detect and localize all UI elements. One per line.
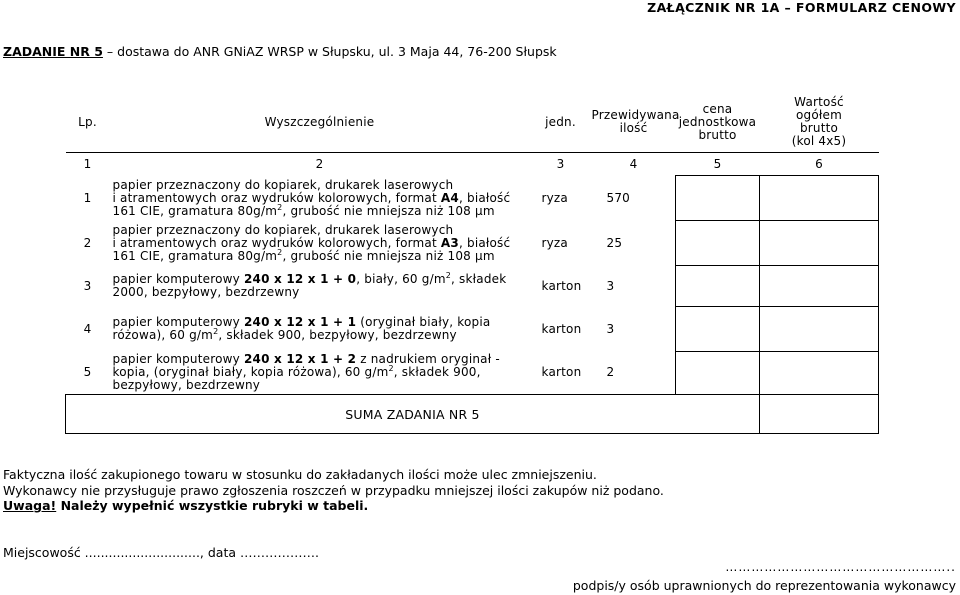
row-description — [110, 221, 530, 266]
header-description: Wyszczególnienie — [264, 114, 375, 129]
header-quantity-line2: ilość — [619, 121, 648, 135]
desc-superscript: 2 — [277, 247, 283, 257]
desc-superscript: 2 — [388, 364, 394, 374]
desc-format: 240 x 12 x 1 + 1 — [243, 315, 357, 329]
header-price-line2: jednostkowa — [678, 114, 757, 129]
header-value-line4: (kol 4x5) — [791, 134, 847, 148]
desc-line: , składek 900, bezpyłowy, bezdrzewny — [218, 328, 457, 342]
desc-line: papier przeznaczony do kopiarek, drukarek laserowych — [112, 177, 454, 192]
desc-line: papier komputerowy — [112, 272, 244, 286]
place-date-line[interactable]: Miejscowość ............................., data ………………. — [3, 545, 319, 560]
total-value-cell[interactable] — [760, 307, 879, 352]
desc-line: papier komputerowy — [112, 315, 244, 329]
row-lp: 4 — [83, 321, 92, 336]
desc-line: , biały, 60 g/m — [356, 272, 446, 286]
task-number: ZADANIE NR 5 — [3, 44, 103, 59]
row-description — [110, 176, 530, 221]
col-number: 3 — [530, 153, 592, 176]
table-row — [66, 176, 879, 221]
task-description: – dostawa do ANR GNiAZ WRSP w Słupsku, ul. 3 Maja 44, 76-200 Słupsk — [102, 44, 557, 59]
unit-price-cell[interactable] — [676, 221, 760, 266]
col-number: 2 — [110, 153, 530, 176]
header-row — [66, 92, 879, 153]
desc-line: (oryginał biały, kopia — [356, 315, 491, 329]
unit-price-cell[interactable] — [676, 352, 760, 395]
warning-text: Należy wypełnić wszystkie rubryki w tabeli. — [56, 498, 369, 513]
header-total-value — [760, 92, 879, 153]
desc-line: , składek — [451, 272, 507, 286]
header-value-line3: brutto — [799, 121, 839, 135]
desc-line: i atramentowych oraz wydruków kolorowych, format — [112, 190, 441, 205]
row-quantity: 25 — [606, 235, 623, 250]
note-warning — [3, 498, 368, 513]
note-claims: Wykonawcy nie przysługuje prawo zgłoszenia roszczeń w przypadku mniejszej ilości zakupów niż podano. — [3, 483, 664, 498]
desc-line: różowa), 60 g/m — [112, 328, 214, 342]
row-unit: ryza — [541, 235, 568, 250]
row-unit: karton — [541, 321, 582, 336]
total-value-cell[interactable] — [760, 176, 879, 221]
desc-format: 240 x 12 x 1 + 0 — [243, 272, 357, 286]
desc-line: papier przeznaczony do kopiarek, drukarek laserowych — [112, 222, 454, 237]
header-lp: Lp. — [78, 114, 97, 129]
header-value-line2: ogółem — [796, 108, 842, 122]
desc-line: , białość — [458, 190, 511, 205]
signature-line[interactable]: …………………………………………….. — [725, 560, 956, 574]
sum-row — [66, 395, 879, 434]
sum-value-cell[interactable] — [760, 395, 879, 434]
desc-format: A4 — [440, 190, 459, 205]
col-number: 6 — [760, 153, 879, 176]
desc-line: papier komputerowy — [112, 352, 244, 367]
desc-line: , grubość nie mniejsza niż 108 µm — [282, 203, 495, 218]
table-row — [66, 266, 879, 307]
total-value-cell[interactable] — [760, 266, 879, 307]
total-value-cell[interactable] — [760, 221, 879, 266]
task-heading — [3, 44, 557, 59]
note-quantity: Faktyczna ilość zakupionego towaru w stosunku do zakładanych ilości może ulec zmniejszeniu. — [3, 467, 597, 482]
document-title: ZAŁĄCZNIK NR 1A – FORMULARZ CENOWY — [647, 0, 956, 15]
table-row — [66, 307, 879, 352]
desc-line: 161 CIE, gramatura 80g/m — [112, 203, 278, 218]
desc-superscript: 2 — [213, 327, 219, 336]
col-number: 1 — [66, 153, 110, 176]
desc-format: A3 — [440, 235, 459, 250]
desc-line: , grubość nie mniejsza niż 108 µm — [282, 248, 495, 263]
header-quantity — [591, 92, 680, 153]
desc-line: , białość — [458, 235, 511, 250]
row-quantity: 3 — [606, 278, 615, 293]
row-unit: karton — [541, 278, 582, 293]
header-price-line1: cena — [702, 101, 733, 116]
desc-line: , składek 900, — [393, 365, 481, 380]
table-row — [66, 352, 879, 395]
col-number: 5 — [676, 153, 760, 176]
header-value-line1: Wartość — [794, 95, 844, 109]
row-description — [110, 307, 530, 352]
warning-label: Uwaga! — [3, 498, 57, 513]
row-description — [110, 352, 530, 395]
desc-line: i atramentowych oraz wydruków kolorowych, format — [112, 235, 441, 250]
total-value-cell[interactable] — [760, 352, 879, 395]
row-lp: 3 — [83, 278, 92, 293]
row-lp: 5 — [83, 365, 92, 380]
header-unit: jedn. — [545, 114, 576, 129]
desc-superscript: 2 — [445, 271, 452, 280]
row-quantity: 570 — [606, 190, 631, 205]
header-unit-price — [676, 92, 760, 153]
unit-price-cell[interactable] — [676, 307, 760, 352]
sum-label: SUMA ZADANIA NR 5 — [66, 395, 760, 434]
desc-line: 2000, bezpyłowy, bezdrzewny — [112, 285, 300, 299]
col-number: 4 — [592, 153, 676, 176]
signature-label: podpis/y osób uprawnionych do reprezentowania wykonawcy — [572, 578, 956, 593]
desc-format: 240 x 12 x 1 + 2 — [243, 352, 357, 367]
column-number-row — [66, 153, 879, 176]
header-price-line3: brutto — [698, 127, 737, 142]
desc-line: kopia, (oryginał biały, kopia różowa), 60 g/m — [112, 365, 389, 380]
row-quantity: 2 — [606, 365, 615, 380]
row-unit: ryza — [541, 190, 568, 205]
unit-price-cell[interactable] — [676, 266, 760, 307]
row-unit: karton — [541, 365, 582, 380]
header-quantity-line1: Przewidywana — [591, 108, 680, 122]
desc-line: z nadrukiem oryginał - — [356, 352, 500, 367]
desc-line: bezpyłowy, bezdrzewny — [112, 378, 261, 393]
row-quantity: 3 — [606, 321, 615, 336]
row-lp: 2 — [83, 235, 92, 250]
table-row — [66, 221, 879, 266]
price-table — [65, 92, 879, 434]
row-lp: 1 — [83, 190, 92, 205]
desc-line: 161 CIE, gramatura 80g/m — [112, 248, 278, 263]
desc-superscript: 2 — [277, 202, 283, 212]
unit-price-cell[interactable] — [676, 176, 760, 221]
row-description — [110, 266, 530, 307]
